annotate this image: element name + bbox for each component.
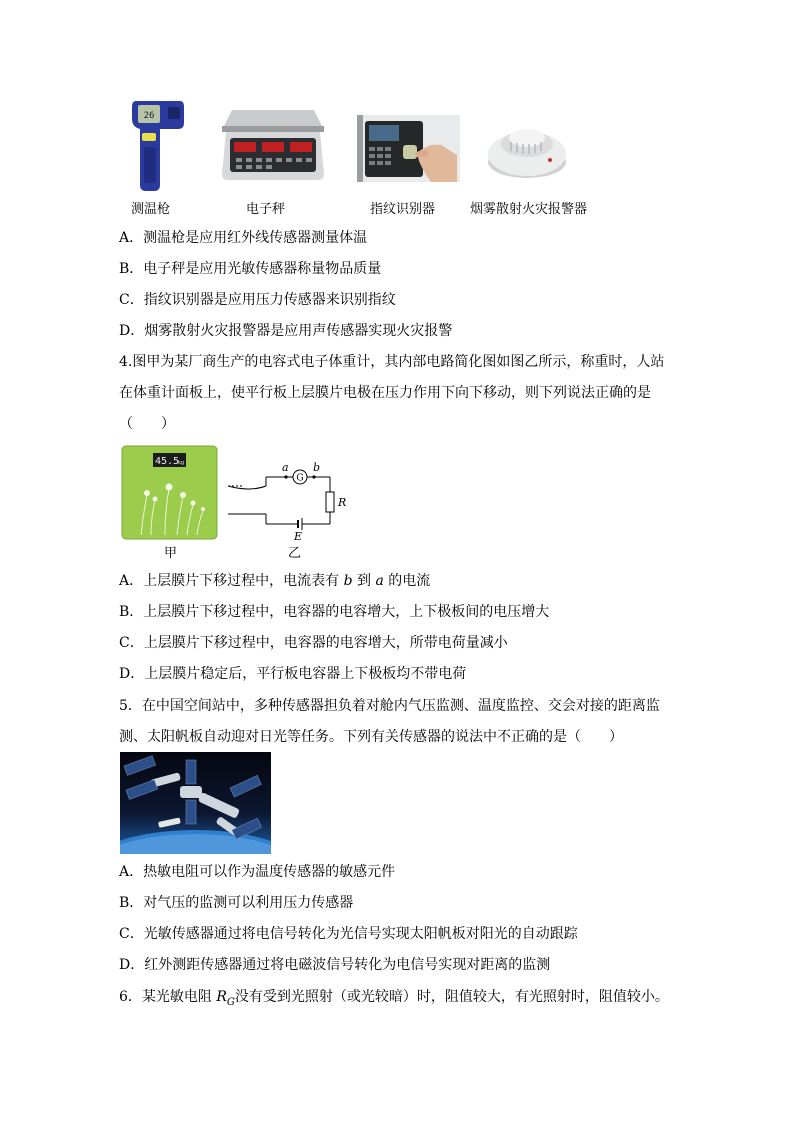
- q3-option-b: B．电子秤是应用光敏传感器称量物品质量: [119, 261, 382, 277]
- q4-option-c: C．上层膜片下移过程中，电容器的电容增大，所带电荷量减小: [119, 635, 508, 651]
- q6-text-pre: 6．某光敏电阻: [119, 989, 217, 1005]
- svg-text:kg: kg: [177, 460, 185, 466]
- q5-stem-line-2: 测、太阳帆板自动迎对日光等任务。下列有关传感器的说法中不正确的是（ ）: [119, 729, 623, 745]
- svg-text:E: E: [294, 530, 303, 543]
- svg-text:45.5: 45.5: [154, 456, 180, 467]
- caption-smoke-detector: 烟雾散射火灾报警器: [470, 202, 588, 217]
- q4-stem-line-1: 4.图甲为某厂商生产的电容式电子体重计，其内部电路简化图如图乙所示，称重时，人站: [119, 354, 665, 370]
- q6-symbol-r: R: [216, 989, 227, 1005]
- caption-electronic-scale: 电子秤: [246, 202, 286, 217]
- q4-option-a-text-mid: 到: [352, 573, 376, 589]
- q4-option-a-symbol-a: a: [375, 573, 384, 589]
- q3-option-c: C．指纹识别器是应用压力传感器来识别指纹: [119, 292, 396, 308]
- figure-label-jia: 甲: [164, 546, 178, 561]
- space-station-image: [120, 752, 271, 854]
- q4-option-d: D．上层膜片稳定后，平行板电容器上下极板均不带电荷: [119, 666, 467, 682]
- svg-text:b: b: [313, 461, 321, 474]
- figure-label-yi: 乙: [288, 546, 302, 561]
- svg-text:G: G: [296, 473, 304, 484]
- q4-stem-line-2: 在体重计面板上，使平行板上层膜片电极在压力作用下向下移动，则下列说法正确的是: [119, 385, 651, 401]
- q5-stem-line-1: 5．在中国空间站中，多种传感器担负着对舱内气压监测、温度监控、交会对接的距离监: [119, 698, 660, 714]
- q4-option-a-text-post: 的电流: [383, 573, 431, 589]
- q4-option-a-symbol-b: b: [343, 573, 353, 589]
- electronic-scale-image: [218, 108, 328, 184]
- caption-thermometer-gun: 测温枪: [131, 202, 171, 217]
- bathroom-scale-image: [121, 445, 218, 540]
- q4-option-a: [119, 572, 430, 590]
- q6-text-post: 没有受到光照射（或光较暗）时，阻值较大，有光照射时，阻值较小。: [234, 989, 669, 1005]
- q5-option-a: A．热敏电阻可以作为温度传感器的敏感元件: [119, 864, 396, 880]
- svg-text:R: R: [338, 496, 347, 509]
- fingerprint-reader-image: [357, 115, 460, 182]
- q5-option-c: C．光敏传感器通过将电信号转化为光信号实现太阳帆板对阳光的自动跟踪: [119, 926, 578, 942]
- q4-option-a-text-pre: A．上层膜片下移过程中，电流表有: [119, 573, 344, 589]
- q3-option-a: A．测温枪是应用红外线传感器测量体温: [119, 230, 368, 246]
- svg-text:26: 26: [143, 111, 155, 121]
- q5-option-b: B．对气压的监测可以利用压力传感器: [119, 895, 354, 911]
- svg-text:a: a: [282, 461, 289, 474]
- q4-option-b: B．上层膜片下移过程中，电容器的电容增大，上下极板间的电压增大: [119, 604, 550, 620]
- caption-fingerprint-reader: 指纹识别器: [370, 202, 436, 217]
- smoke-detector-image: [486, 118, 568, 184]
- q6-symbol-r-subscript: G: [226, 996, 235, 1008]
- q5-option-d: D．红外测距传感器通过将电磁波信号转化为电信号实现对距离的监测: [119, 957, 551, 973]
- q6-stem-line-1: [119, 988, 669, 1012]
- q4-answer-paren: （ ）: [119, 416, 175, 432]
- thermometer-gun-image: [128, 97, 186, 193]
- q3-option-d: D．烟雾散射火灾报警器是应用声传感器实现火灾报警: [119, 323, 453, 339]
